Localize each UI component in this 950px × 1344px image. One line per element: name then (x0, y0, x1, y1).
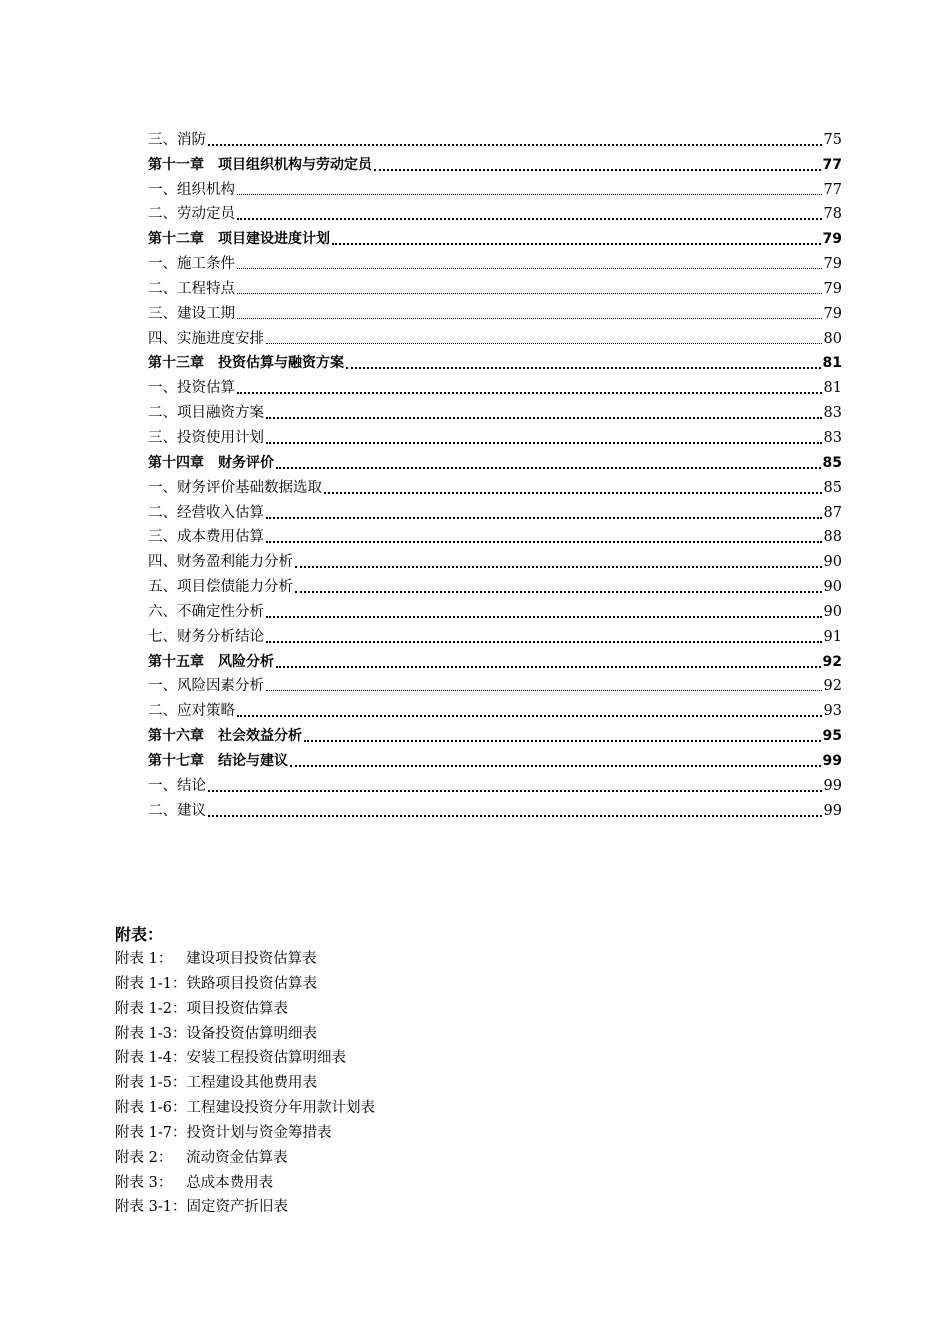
toc-entry-label: 二、建议 (148, 802, 206, 819)
toc-section-entry[interactable] (148, 274, 842, 299)
toc-page-number: 77 (823, 181, 842, 198)
toc-dot-leader (266, 329, 822, 344)
toc-page-number: 92 (822, 653, 842, 670)
toc-dot-leader (208, 776, 822, 792)
appendix-item: 附表 1-7：投资计划与资金筹措表 (115, 1124, 332, 1141)
toc-dot-leader (324, 478, 822, 494)
toc-section-entry[interactable] (148, 622, 842, 647)
toc-dot-leader (266, 403, 822, 419)
toc-page-number: 79 (822, 231, 842, 248)
appendix-item: 附表 1-4：安装工程投资估算明细表 (115, 1050, 346, 1067)
toc-dot-leader (266, 627, 822, 643)
toc-page-number: 91 (823, 628, 842, 645)
toc-section-entry[interactable] (148, 547, 842, 572)
appendix-item: 附表 1-1：铁路项目投资估算表 (115, 975, 317, 992)
appendix-item: 附表 1-3：设备投资估算明细表 (115, 1025, 317, 1042)
toc-dot-leader (237, 279, 822, 294)
toc-dot-leader (237, 180, 822, 195)
toc-page-number: 99 (823, 802, 842, 819)
toc-dot-leader (374, 155, 821, 171)
appendix-item: 附表 1-2：项目投资估算表 (115, 1000, 288, 1017)
toc-dot-leader (266, 503, 822, 519)
toc-page-number: 88 (823, 529, 842, 546)
toc-entry-label: 二、经营收入估算 (148, 504, 264, 521)
toc-section-entry[interactable] (148, 324, 842, 349)
toc-section-entry[interactable] (148, 523, 842, 548)
toc-entry-label: 第十四章 财务评价 (148, 454, 274, 471)
toc-page-number: 81 (823, 380, 842, 397)
toc-entry-label: 一、组织机构 (148, 181, 235, 198)
toc-page-number: 79 (823, 256, 842, 273)
toc-section-entry[interactable] (148, 572, 842, 597)
toc-page-number: 80 (823, 330, 842, 347)
toc-entry-label: 一、施工条件 (148, 256, 235, 273)
toc-page-number: 79 (823, 280, 842, 297)
toc-page-number: 90 (823, 554, 842, 571)
appendix-item: 附表 3： 总成本费用表 (115, 1174, 274, 1191)
toc-entry-label: 一、结论 (148, 777, 206, 794)
toc-dot-leader (237, 304, 822, 319)
toc-dot-leader (266, 428, 822, 444)
toc-entry-label: 四、实施进度安排 (148, 330, 264, 347)
toc-chapter-entry[interactable] (148, 746, 842, 771)
appendix-item: 附表 2： 流动资金估算表 (115, 1149, 288, 1166)
toc-entry-label: 一、投资估算 (148, 380, 235, 397)
toc-page-number: 81 (822, 355, 842, 372)
toc-dot-leader (290, 751, 821, 767)
toc-entry-label: 三、建设工期 (148, 305, 235, 322)
toc-dot-leader (266, 527, 822, 543)
toc-dot-leader (237, 701, 822, 717)
toc-entry-label: 第十五章 风险分析 (148, 653, 274, 670)
toc-chapter-entry[interactable] (148, 721, 842, 746)
toc-section-entry[interactable] (148, 771, 842, 796)
toc-section-entry[interactable] (148, 473, 842, 498)
toc-dot-leader (208, 801, 822, 817)
toc-section-entry[interactable] (148, 175, 842, 200)
toc-chapter-entry[interactable] (148, 448, 842, 473)
toc-chapter-entry[interactable] (148, 349, 842, 374)
toc-page-number: 99 (823, 777, 842, 794)
toc-page-number: 90 (823, 579, 842, 596)
toc-page-number: 79 (823, 305, 842, 322)
toc-section-entry[interactable] (148, 299, 842, 324)
toc-section-entry[interactable] (148, 498, 842, 523)
appendix-list (115, 947, 815, 1220)
toc-entry-label: 三、成本费用估算 (148, 529, 264, 546)
toc-entry-label: 七、财务分析结论 (148, 628, 264, 645)
toc-page-number: 87 (823, 504, 842, 521)
toc-entry-label: 三、投资使用计划 (148, 429, 264, 446)
toc-entry-label: 第十六章 社会效益分析 (148, 728, 302, 745)
toc-page-number: 78 (823, 206, 842, 223)
toc-dot-leader (332, 229, 821, 245)
toc-entry-label: 第十七章 结论与建议 (148, 752, 288, 769)
toc-page-number: 83 (823, 429, 842, 446)
toc-entry-label: 三、消防 (148, 131, 206, 148)
toc-dot-leader (237, 378, 822, 394)
toc-dot-leader (295, 552, 822, 568)
toc-entry-label: 二、工程特点 (148, 280, 235, 297)
toc-entry-label: 四、财务盈利能力分析 (148, 554, 293, 571)
toc-entry-label: 六、不确定性分析 (148, 603, 264, 620)
toc-section-entry[interactable] (148, 672, 842, 697)
toc-page-number: 75 (823, 131, 842, 148)
toc-entry-label: 二、应对策略 (148, 703, 235, 720)
toc-entry-label: 第十二章 项目建设进度计划 (148, 231, 330, 248)
appendix-item: 附表 1： 建设项目投资估算表 (115, 951, 317, 967)
toc-chapter-entry[interactable] (148, 224, 842, 249)
table-of-contents (148, 125, 842, 821)
toc-section-entry[interactable] (148, 597, 842, 622)
toc-section-entry[interactable] (148, 249, 842, 274)
toc-page-number: 90 (823, 603, 842, 620)
toc-entry-label: 第十三章 投资估算与融资方案 (148, 355, 344, 372)
toc-chapter-entry[interactable] (148, 150, 842, 175)
toc-section-entry[interactable] (148, 796, 842, 821)
toc-dot-leader (276, 453, 821, 469)
toc-section-entry[interactable] (148, 200, 842, 225)
appendix-item: 附表 3-1：固定资产折旧表 (115, 1199, 288, 1216)
toc-page-number: 93 (823, 703, 842, 720)
toc-chapter-entry[interactable] (148, 647, 842, 672)
appendix-item: 附表 1-6：工程建设投资分年用款计划表 (115, 1100, 375, 1117)
toc-entry-label: 二、项目融资方案 (148, 405, 264, 422)
toc-page-number: 92 (823, 678, 842, 695)
toc-dot-leader (266, 676, 822, 691)
toc-dot-leader (304, 726, 821, 742)
toc-entry-label: 一、财务评价基础数据选取 (148, 479, 322, 496)
toc-entry-label: 二、劳动定员 (148, 206, 235, 223)
appendix-item: 附表 1-5：工程建设其他费用表 (115, 1075, 317, 1092)
toc-page-number: 83 (823, 405, 842, 422)
toc-entry-label: 一、风险因素分析 (148, 678, 264, 695)
appendix-section (115, 922, 815, 1220)
toc-section-entry[interactable] (148, 423, 842, 448)
toc-dot-leader (266, 602, 822, 618)
toc-page-number: 99 (822, 752, 842, 769)
toc-entry-label: 第十一章 项目组织机构与劳动定员 (148, 156, 372, 173)
toc-section-entry[interactable] (148, 125, 842, 150)
toc-section-entry[interactable] (148, 696, 842, 721)
toc-section-entry[interactable] (148, 373, 842, 398)
toc-entry-label: 五、项目偿债能力分析 (148, 579, 293, 596)
toc-page-number: 77 (822, 156, 842, 173)
toc-dot-leader (237, 204, 822, 220)
toc-dot-leader (237, 254, 822, 269)
toc-page-number: 85 (822, 454, 842, 471)
toc-dot-leader (208, 130, 822, 146)
toc-dot-leader (276, 652, 821, 668)
toc-dot-leader (295, 577, 822, 593)
toc-page-number: 85 (823, 479, 842, 496)
appendix-title: 附表： (115, 925, 164, 944)
toc-dot-leader (346, 353, 821, 369)
toc-page-number: 95 (822, 728, 842, 745)
toc-section-entry[interactable] (148, 398, 842, 423)
